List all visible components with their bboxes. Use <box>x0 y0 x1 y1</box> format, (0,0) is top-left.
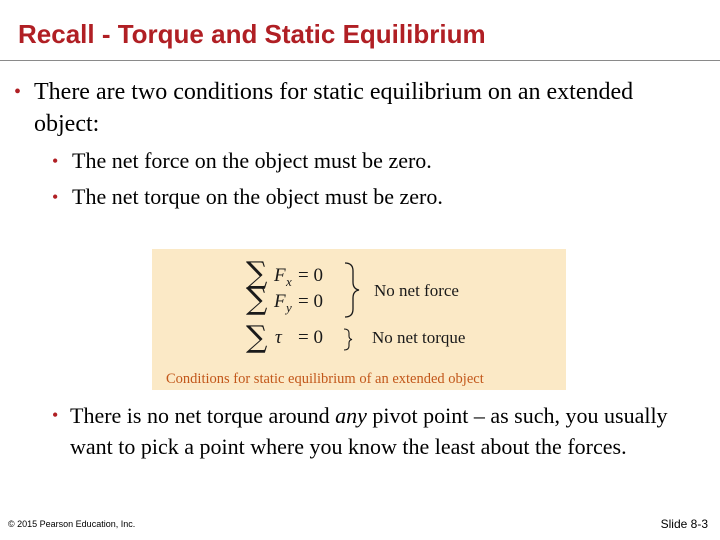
eq2-subscript: y <box>286 300 292 315</box>
bullet-sub-3-post: pivot point – as such, you usually want to pick a point where you know the least about the forces. <box>70 403 668 459</box>
label-no-net-force: No net force <box>374 281 459 300</box>
eq1-variable: F <box>274 265 286 286</box>
footer-copyright: © 2015 Pearson Education, Inc. <box>8 519 136 529</box>
figure-caption: Conditions for static equilibrium of an extended object <box>166 371 484 387</box>
bullet-main <box>14 76 704 140</box>
title-divider <box>0 60 720 61</box>
bullet-sub-3-pre: There is no net torque around <box>70 403 336 428</box>
bullet-dot: • <box>52 151 59 171</box>
equations-graphic <box>152 249 566 390</box>
bullet-sub-3 <box>52 400 702 462</box>
equilibrium-figure <box>152 249 566 390</box>
bullet-sub-1-text: The net force on the object must be zero. <box>72 148 432 173</box>
footer-slide-number: Slide 8-3 <box>660 517 708 531</box>
bullet-dot: • <box>14 81 22 103</box>
eq3-equals-zero: = 0 <box>298 327 323 348</box>
eq2-equals-zero: = 0 <box>298 291 323 312</box>
sigma-3: ∑ <box>246 320 268 355</box>
bullet-sub-3-text <box>52 400 702 462</box>
label-no-net-torque: No net torque <box>372 328 466 347</box>
eq1-equals-zero: = 0 <box>298 265 323 286</box>
bullet-sub-3-emphasis: any <box>335 403 367 428</box>
bullet-dot: • <box>52 187 59 207</box>
sigma-1: ∑ <box>246 256 268 291</box>
bullet-sub-2 <box>52 182 692 212</box>
bullet-sub-2-text: The net torque on the object must be zero. <box>72 184 443 209</box>
sigma-2: ∑ <box>246 282 268 317</box>
force-brace <box>345 263 359 317</box>
bullet-dot: • <box>52 405 59 425</box>
slide-title: Recall - Torque and Static Equilibrium <box>18 19 486 49</box>
torque-brace <box>344 329 352 350</box>
eq3-variable: τ <box>275 327 282 348</box>
eq2-variable: F <box>274 291 286 312</box>
bullet-main-text: There are two conditions for static equilibrium on an extended object: <box>34 79 634 137</box>
eq1-subscript: x <box>286 274 292 289</box>
bullet-sub-1 <box>52 146 692 176</box>
